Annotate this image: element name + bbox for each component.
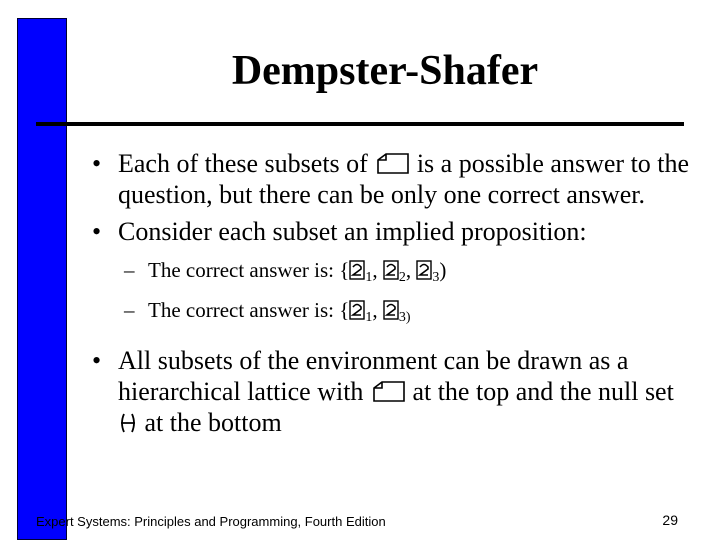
sub-bullet-dash: – bbox=[124, 298, 135, 322]
footer-text: Expert Systems: Principles and Programming, Fourth Edition bbox=[36, 514, 386, 529]
subscript-1: 1 bbox=[365, 270, 373, 285]
bullet-1-text-b: is a possible answer to the question, but there can be only one correct answer. bbox=[118, 149, 690, 209]
page-number: 29 bbox=[662, 512, 678, 528]
sub-bullet-1-suffix: ) bbox=[439, 258, 447, 282]
bullet-2 bbox=[92, 216, 692, 247]
blue-side-bar bbox=[17, 18, 67, 540]
subscript-1: 1 bbox=[365, 310, 373, 325]
separator: , bbox=[372, 258, 383, 282]
title-rule bbox=[36, 122, 684, 126]
element-icon bbox=[349, 260, 365, 280]
element-icon bbox=[349, 300, 365, 320]
bullet-dot: • bbox=[92, 149, 102, 178]
bullet-3-text-c: at the bottom bbox=[144, 408, 282, 437]
separator: , bbox=[372, 298, 383, 322]
sub-bullet-1 bbox=[92, 257, 692, 291]
element-icon bbox=[416, 260, 432, 280]
slide-title: Dempster-Shafer bbox=[231, 48, 539, 94]
environment-icon bbox=[370, 381, 406, 403]
bullet-1-text-a: Each of these subsets of bbox=[118, 149, 368, 178]
bullet-3 bbox=[92, 345, 692, 438]
separator: , bbox=[405, 258, 417, 282]
subscript-2: 2 bbox=[398, 270, 406, 285]
subscript-3: 3 bbox=[432, 270, 440, 285]
slide-content bbox=[92, 148, 692, 444]
element-icon bbox=[383, 260, 399, 280]
element-icon bbox=[383, 300, 399, 320]
bullet-3-text-a: All subsets of the environment can be drawn as a hierarchical lattice with bbox=[118, 346, 629, 406]
bullet-dot: • bbox=[92, 217, 102, 246]
environment-icon bbox=[374, 153, 410, 175]
bullet-dot: • bbox=[92, 346, 102, 375]
sub-bullet-1-prefix: The correct answer is: { bbox=[148, 258, 350, 282]
sub-bullet-dash: – bbox=[124, 258, 135, 282]
sub-bullet-2-prefix: The correct answer is: { bbox=[148, 298, 350, 322]
sub-bullet-list bbox=[92, 257, 692, 331]
bullet-3-text-b: at the top and the null set bbox=[412, 377, 674, 406]
null-set-icon bbox=[118, 412, 138, 434]
sub-bullet-2 bbox=[92, 297, 692, 331]
bullet-1 bbox=[92, 148, 692, 210]
subscript-3: 3) bbox=[398, 310, 411, 325]
bullet-2-text: Consider each subset an implied proposition: bbox=[118, 217, 587, 246]
